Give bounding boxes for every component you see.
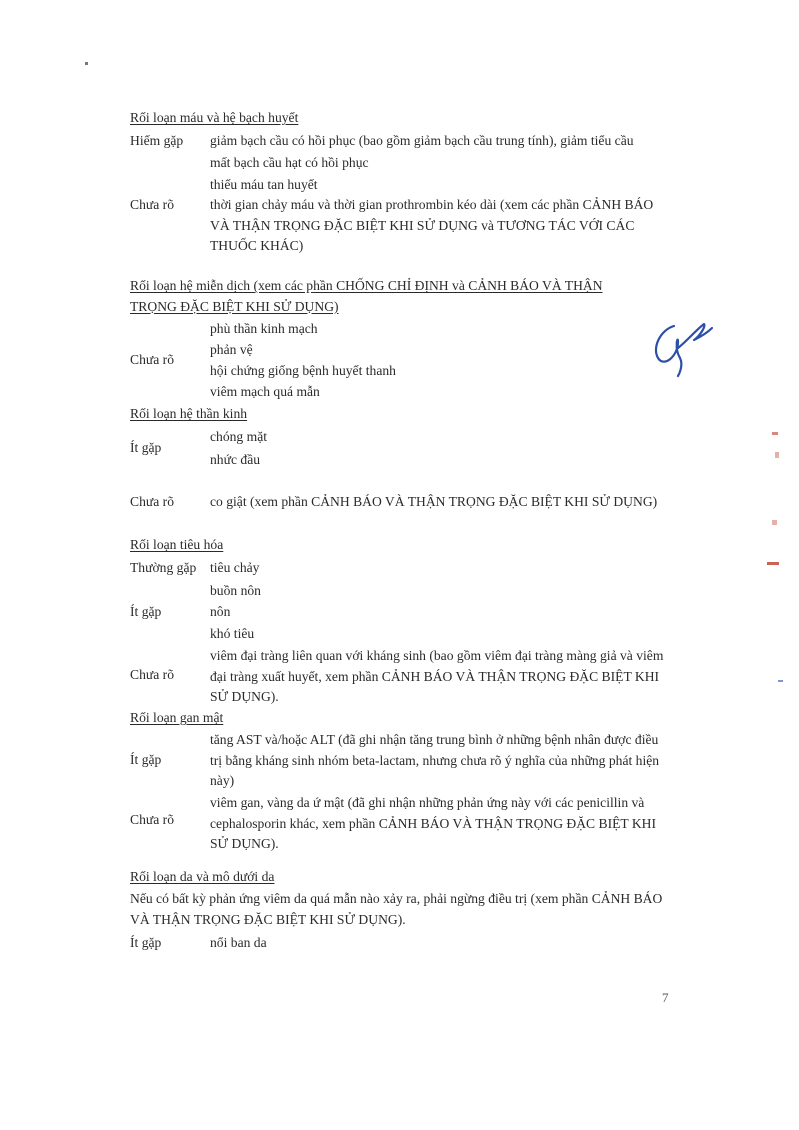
frequency-label-uncommon: Ít gặp (130, 935, 162, 950)
section-heading-immune: Rối loạn hệ miễn dịch (xem các phần CHỐNG CHỈ ĐỊNH và CẢNH BÁO VÀ THẬN TRỌNG ĐẶC BIỆT KHI SỬ DỤNG) (130, 278, 603, 314)
adverse-effect-item: thời gian chảy máu và thời gian prothrombin kéo dài (xem các phần CẢNH BÁO VÀ THẬN TRỌNG ĐẶC BIỆT KHI SỬ DỤNG và TƯƠNG TÁC VỚI CÁC THUỐC KHÁC) (210, 197, 654, 253)
frequency-label-uncommon: Ít gặp (130, 752, 162, 767)
adverse-effect-item: viêm gan, vàng da ứ mật (đã ghi nhận những phản ứng này với các penicillin và cephalosporin khác, xem phần CẢNH BÁO VÀ THẬN TRỌNG ĐẶC BIỆT KHI SỬ DỤNG). (210, 795, 657, 851)
adverse-effect-item: viêm mạch quá mẫn (210, 384, 320, 399)
adverse-effect-item: giảm bạch cầu có hồi phục (bao gồm giảm bạch cầu trung tính), giảm tiểu cầu (210, 133, 634, 148)
adverse-effect-item: tiêu chảy (210, 560, 260, 575)
adverse-effect-item: phản vệ (210, 342, 253, 357)
adverse-effect-item: chóng mặt (210, 429, 268, 444)
adverse-effect-item: hội chứng giống bệnh huyết thanh (210, 363, 396, 378)
frequency-label-unknown: Chưa rõ (130, 667, 174, 682)
scan-mark (778, 680, 783, 682)
frequency-label-uncommon: Ít gặp (130, 440, 162, 455)
adverse-effect-item: thiếu máu tan huyết (210, 177, 318, 192)
frequency-label-unknown: Chưa rõ (130, 197, 174, 212)
adverse-effect-item: khó tiêu (210, 626, 255, 641)
frequency-label-rare: Hiếm gặp (130, 133, 184, 148)
adverse-effect-item: nổi ban da (210, 935, 267, 950)
adverse-effect-item: nôn (210, 604, 231, 619)
adverse-effect-item: viêm đại tràng liên quan với kháng sinh (bao gồm viêm đại tràng màng giả và viêm đại tràng xuất huyết, xem phần CẢNH BÁO VÀ THẬN TRỌNG ĐẶC BIỆT KHI SỬ DỤNG). (210, 648, 664, 704)
section-heading-hepatic: Rối loạn gan mật (130, 710, 224, 725)
adverse-effect-item: co giật (xem phần CẢNH BÁO VÀ THẬN TRỌNG ĐẶC BIỆT KHI SỬ DỤNG) (210, 494, 658, 509)
frequency-label-common: Thường gặp (130, 560, 197, 575)
frequency-label-unknown: Chưa rõ (130, 494, 174, 509)
scan-mark (772, 432, 778, 435)
adverse-effect-item: buồn nôn (210, 583, 261, 598)
page-number: 7 (662, 990, 669, 1005)
adverse-effect-item: tăng AST và/hoặc ALT (đã ghi nhận tăng trung bình ở những bệnh nhân được điều trị bằng kháng sinh nhóm beta-lactam, nhưng chưa rõ ý nghĩa của những phát hiện này) (210, 732, 660, 788)
scan-mark (767, 562, 779, 565)
section-heading-blood: Rối loạn máu và hệ bạch huyết (130, 110, 299, 125)
frequency-label-unknown: Chưa rõ (130, 352, 174, 367)
frequency-label-unknown: Chưa rõ (130, 812, 174, 827)
handwritten-signature (648, 318, 714, 380)
section-heading-nervous: Rối loạn hệ thần kinh (130, 406, 248, 421)
scan-mark (775, 452, 779, 458)
section-heading-skin: Rối loạn da và mô dưới da (130, 869, 275, 884)
frequency-label-uncommon: Ít gặp (130, 604, 162, 619)
skin-intro-paragraph: Nếu có bất kỳ phản ứng viêm da quá mẫn nào xảy ra, phải ngừng điều trị (xem phần CẢNH BÁO VÀ THẬN TRỌNG ĐẶC BIỆT KHI SỬ DỤNG). (130, 891, 663, 927)
adverse-effect-item: nhức đầu (210, 452, 261, 467)
adverse-effect-item: phù thần kinh mạch (210, 321, 318, 336)
section-heading-gi: Rối loạn tiêu hóa (130, 537, 224, 552)
scan-mark (85, 62, 88, 65)
scan-mark (772, 520, 777, 525)
adverse-effect-item: mất bạch cầu hạt có hồi phục (210, 155, 369, 170)
